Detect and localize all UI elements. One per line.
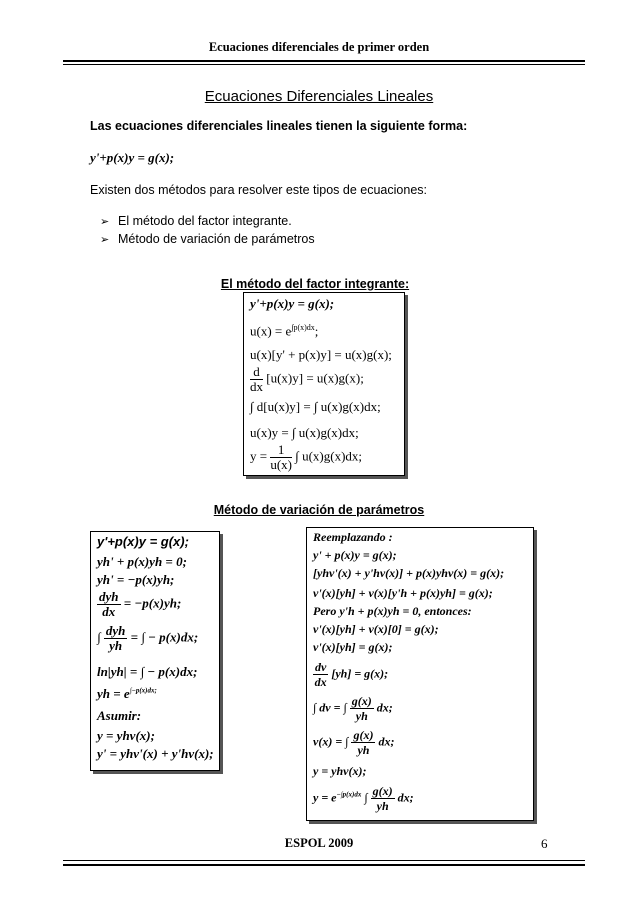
equation-line: $u(x) = e^{\int p(x)dx}$;: [250, 323, 319, 339]
equation-line: Asumir:: [97, 708, 142, 723]
equation-line: y = yhv(x);: [97, 728, 155, 743]
equation-line: y = $\frac{1}{u(x)}$ ∫ u(x)g(x)dx;: [250, 442, 363, 472]
equation-line: yh = $e^{\int-p(x)dx;}$: [97, 686, 157, 701]
equation-line: ∫ d[u(x)y] = ∫ u(x)g(x)dx;: [250, 399, 381, 414]
equation-line: $y = e^{-\int p(x)dx}$ ∫ $\frac{g(x)}{yh}$ dx;: [313, 784, 414, 813]
equation-line: y'+p(x)y = g(x);: [250, 296, 335, 311]
variacion-title: Método de variación de parámetros: [213, 503, 425, 517]
list-item: [100, 212, 315, 230]
equation-line: v'(x)[yh] + v(x)[0] = g(x);: [313, 622, 439, 636]
equation-line: y = yhv(x);: [313, 764, 367, 778]
section-title: Ecuaciones Diferenciales Lineales: [204, 88, 434, 105]
equation-line: u(x)[y' + p(x)y] = u(x)g(x);: [250, 347, 392, 362]
equation-line: v'(x)[yh] + v(x)[y'h + p(x)yh] = g(x);: [313, 586, 493, 600]
equation-line: Reemplazando :: [313, 530, 393, 544]
equation-line: $\frac{dv}{dx}$ [yh] = g(x);: [314, 660, 389, 689]
equation-line: Pero y'h + p(x)yh = 0, entonces:: [313, 604, 472, 618]
methods-list: [100, 212, 315, 248]
footer-rule: [63, 864, 585, 866]
equation-line: v(x) = ∫ $\frac{g(x)}{yh}$ dx;: [313, 728, 395, 757]
general-equation: y'+p(x)y = g(x);: [90, 150, 175, 165]
method-label: El método del factor integrante.: [118, 214, 292, 228]
factor-integrante-title: El método del factor integrante:: [220, 277, 410, 291]
variacion-right-box: [306, 527, 534, 821]
equation-line: ∫ $\frac{\text{dyh}}{yh}$ = ∫ − p(x)dx;: [97, 623, 199, 653]
page-number: 6: [541, 836, 548, 851]
equation-line: u(x)y = ∫ u(x)g(x)dx;: [250, 425, 359, 440]
footer-rule-thin: [63, 860, 585, 861]
equation-line: yh' = −p(x)yh;: [97, 572, 175, 587]
equation-line: yh' + p(x)yh = 0;: [97, 554, 187, 569]
equation-line: $\frac{d}{dx}$ [u(x)y] = u(x)g(x);: [250, 364, 364, 394]
methods-intro: Existen dos métodos para resolver este tipos de ecuaciones:: [90, 183, 427, 197]
variacion-left-box: [90, 531, 220, 771]
equation-line: v'(x)[yh] = g(x);: [313, 640, 393, 654]
arrow-bullet-icon: ➢: [100, 234, 110, 246]
footer-text: ESPOL 2009: [284, 836, 354, 850]
factor-integrante-box: [243, 292, 405, 476]
equation-line: y' + p(x)y = g(x);: [313, 548, 397, 562]
equation-line: ln|yh| = ∫ − p(x)dx;: [97, 664, 198, 679]
list-item: [100, 230, 315, 248]
arrow-bullet-icon: ➢: [100, 216, 110, 228]
equation-line: y'+p(x)y = g(x);: [97, 534, 189, 549]
header-rule-thin: [63, 64, 585, 65]
equation-line: $\frac{\text{dyh}}{dx}$ = −p(x)yh;: [99, 589, 182, 619]
page-header-title: Ecuaciones diferenciales de primer orden: [208, 40, 430, 54]
equation-line: [yhv'(x) + y'hv(x)] + p(x)yhv(x) = g(x);: [313, 566, 505, 580]
header-rule: [63, 60, 585, 62]
equation-line: y' = yhv'(x) + y'hv(x);: [97, 746, 214, 761]
method-label: Método de variación de parámetros: [118, 232, 315, 246]
intro-text: Las ecuaciones diferenciales lineales tienen la siguiente forma:: [90, 119, 468, 133]
equation-line: ∫ dv = ∫ $\frac{g(x)}{yh}$ dx;: [313, 694, 393, 723]
